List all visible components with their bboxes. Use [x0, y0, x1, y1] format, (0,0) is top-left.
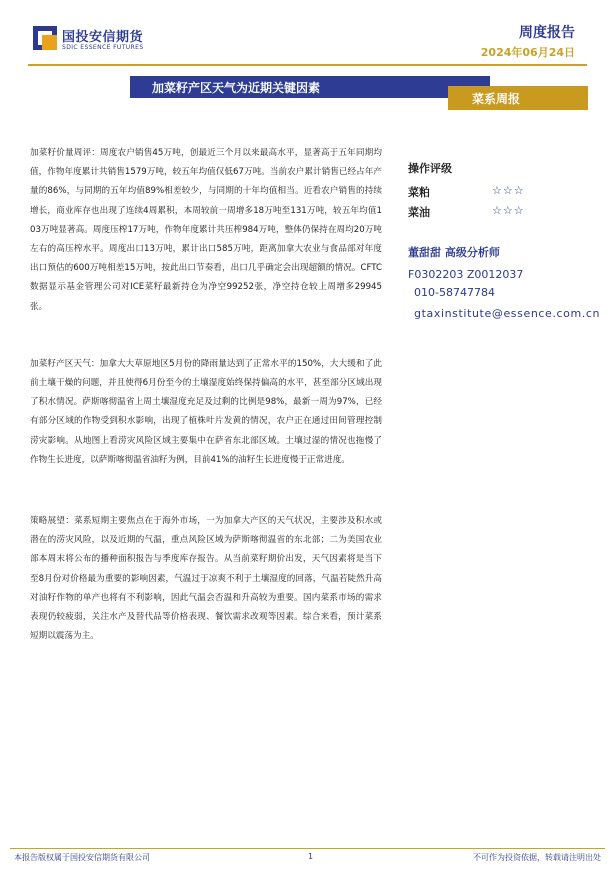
rating-stars-icon: ☆☆☆: [492, 184, 525, 197]
rating-title: 操作评级: [408, 162, 452, 175]
rating-label: 菜油: [408, 206, 430, 219]
rating-row-rapeseed-meal: [408, 184, 608, 204]
analyst-phone: 010-58747784: [414, 286, 495, 299]
sdic-logo-icon: [33, 26, 57, 50]
sidebar: [408, 160, 608, 320]
report-body: [30, 144, 382, 686]
rating-row-rapeseed-oil: [408, 204, 608, 224]
page-number: 1: [308, 852, 314, 861]
analyst-name: 董甜甜 高级分析师: [408, 246, 500, 259]
report-type: 周度报告: [519, 25, 575, 41]
paragraph-price-review: 加菜籽价量周评：周度农户销售45万吨，创最近三个月以来最高水平，显著高于五年同期均值，作物年度累计共销售1579万吨，较五年均值仅低67万吨。当前农户累计销售已经占年产量的86%，与同期的五年均值89%相差较少，与同期的十年均值相当。近看农户销售的持续增长，商业库存也出现了连续4周累积，本周较前一周增多18万吨至131万吨，较五年均值103万吨显著高。周度压榨17万吨，作物年度累计共压榨984万吨，整体仍保持在周均20万吨左右的高压榨水平。周度出口13万吨，累计出口585万吨，距离加拿大农业与食品部对年度出口预估的600万吨相差15万吨，按此出口节奏看，出口几乎确定会出现超额的情况。CFTC数据显示基金管理公司对ICE菜籽最新持仓为净空99252张，净空持仓较上周增多29945张。: [30, 148, 382, 312]
analyst-license-ids: F0302203 Z0012037: [408, 268, 524, 281]
footer-disclaimer: 不可作为投资依据，转载请注明出处: [473, 853, 601, 862]
report-category: 菜系周报: [472, 92, 521, 106]
company-logo: [33, 24, 153, 54]
report-date: 2024年06月24日: [480, 46, 575, 59]
analyst-email[interactable]: gtaxinstitute@essence.com.cn: [414, 307, 601, 320]
rating-label: 菜粕: [408, 186, 430, 199]
footer-divider: [10, 848, 605, 849]
logo-company-english: SDIC ESSENCE FUTURES: [62, 44, 144, 51]
footer-copyright: 本报告版权属于国投安信期货有限公司: [14, 853, 150, 862]
paragraph-strategy: 策略展望：菜系短期主要焦点在于海外市场，一为加拿大产区的天气状况，主要涉及积水或潜在的涝灾风险，以及近期的气温，重点风险区域为萨斯喀彻温省的东北部；二为美国农业部本周末将公布的播种面积报告与季度库存报告。从当前菜籽期价出发，天气因素将是当下至8月份对价格最为重要的影响因素，气温过于凉爽不利于土壤湿度的回落，气温若陡然升高对油籽作物的单产也将有不利影响，因此气温会否温和升高较为重要。国内菜系市场的需求表现仍较疲弱，关注水产及替代品等价格表现、餐饮需求改观等因素。综合来看，预计菜系短期以震荡为主。: [30, 516, 382, 642]
rating-stars-icon: ☆☆☆: [492, 204, 525, 217]
header-divider: [28, 64, 587, 66]
paragraph-weather: 加菜籽产区天气：加拿大大草原地区5月份的降雨量达到了正常水平的150%，大大缓和了此前土壤干燥的问题，并且使得6月份至今的土壤湿度始终保持偏高的水平，甚至部分区域出现了积水情况。萨斯喀彻温省上周土壤湿度充足及过剩的比例是98%，最新一周为97%，已经有部分区域的作物受到积水影响，出现了植株叶片发黄的情况，农户正在通过田间管理控制涝灾影响。从地图上看涝灾风险区域主要集中在萨省东北部区域。土壤过湿的情况也拖慢了作物生长进度，以萨斯喀彻温省油籽为例，目前41%的油籽生长进度慢于正常进度。: [30, 358, 382, 465]
report-title: 加菜籽产区天气为近期关键因素: [152, 81, 321, 95]
logo-company-name: 国投安信期货: [62, 30, 144, 45]
